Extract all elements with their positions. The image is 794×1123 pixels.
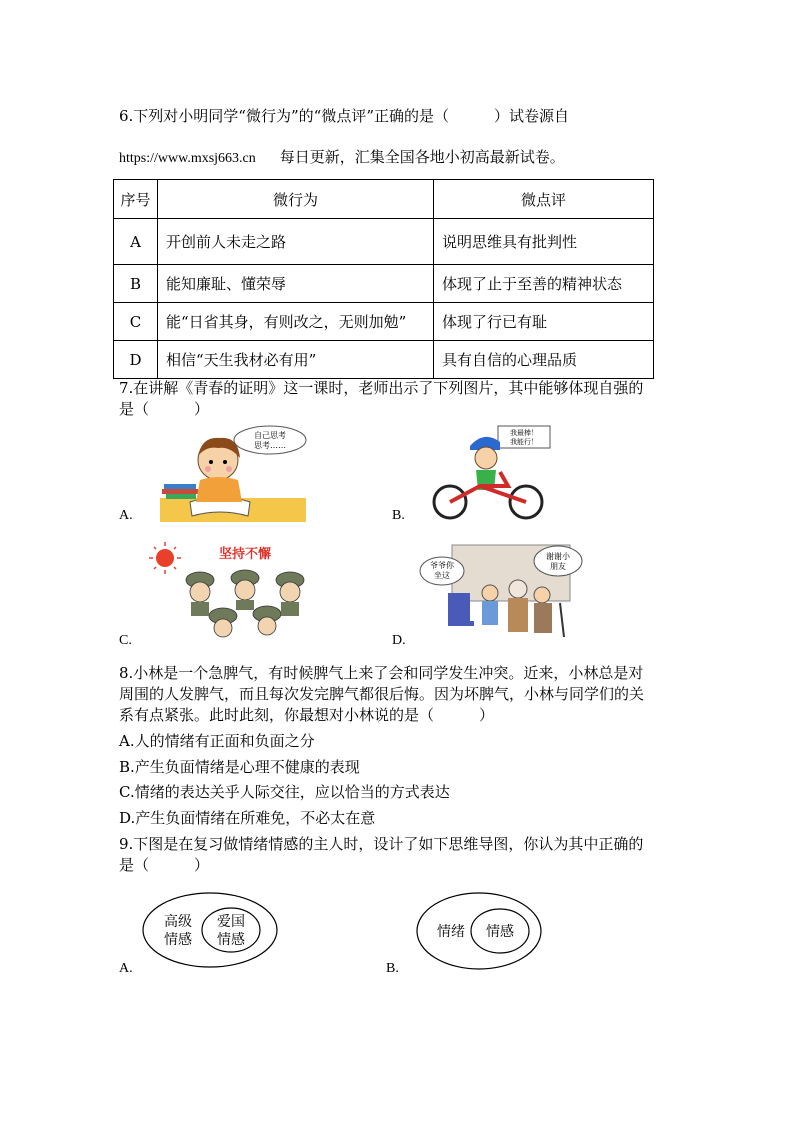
q9-option-b-label: B. [386, 961, 399, 976]
table-cell: D [114, 341, 158, 379]
q7-option-d-label: D. [392, 633, 406, 648]
table-cell: A [114, 219, 158, 265]
q8-stem-line3: 系有点紧张。此时此刻，你最想对小林说的是（ ） [119, 706, 495, 724]
q9-a-inner-label: 爱国 [217, 914, 245, 930]
table-cell: 相信“天生我材必有用” [158, 341, 434, 379]
q7-image-d-bus-seat [418, 543, 590, 639]
q7-option-c-label: C. [119, 633, 132, 648]
q8-stem-line2: 周围的人发脾气，而且每次发完脾气都很后悔。因为坏脾气，小林与同学们的关 [119, 685, 645, 703]
q8-option-d[interactable]: D.产生负面情绪在所难免，不必太在意 [119, 809, 376, 827]
q7-image-c-soldiers [145, 540, 325, 640]
header-cell: 微行为 [158, 180, 434, 219]
q7-stem-line1: 7.在讲解《青春的证明》这一课时，老师出示了下列图片，其中能够体现自强的 [119, 379, 644, 397]
q6-stem-suffix: 每日更新，汇集全国各地小初高最新试卷。 [279, 148, 565, 166]
q9-a-outer-ellipse [143, 893, 277, 967]
table-cell: 能“日省其身，有则改之，无则加勉” [158, 303, 434, 341]
q6-table [113, 179, 654, 379]
q9-option-a-label: A. [119, 961, 133, 976]
q7-b-bubble-text: 我最棒！ [510, 429, 538, 437]
q7-a-bubble-text: 思考…… [254, 441, 286, 450]
q9-b-inner-label: 情感 [486, 924, 514, 940]
q7-option-a-label: A. [119, 508, 133, 523]
q9-a-outer-label: 情感 [164, 932, 192, 948]
q9-a-outer-label: 高级 [164, 914, 192, 930]
table-cell: 体现了行已有耻 [434, 303, 654, 341]
q7-c-title: 坚持不懈 [218, 547, 272, 562]
q7-d-bubble-left-text: 坐这 [434, 571, 450, 580]
header-cell: 微点评 [434, 180, 654, 219]
q8-option-a[interactable]: A.人的情绪有正面和负面之分 [119, 732, 315, 750]
q7-stem-line2: 是（ ） [119, 400, 210, 418]
q8-option-c[interactable]: C.情绪的表达关乎人际交往，应以恰当的方式表达 [119, 783, 450, 801]
q9-b-outer-label: 情绪 [437, 924, 465, 940]
q7-d-bubble-right-text: 朋友 [550, 562, 566, 571]
table-cell: B [114, 265, 158, 303]
q7-b-bubble-text: 我能行！ [510, 438, 538, 446]
table-cell: 开创前人未走之路 [158, 219, 434, 265]
table-row [114, 341, 654, 379]
q6-stem: 6.下列对小明同学“微行为”的“微点评”正确的是（ ）试卷源自 [119, 107, 569, 125]
table-row [114, 303, 654, 341]
q9-diagram-b [414, 890, 546, 972]
q7-image-a-thinking-boy [150, 424, 310, 524]
table-cell: 能知廉耻、懂荣辱 [158, 265, 434, 303]
table-cell: 说明思维具有批判性 [434, 219, 654, 265]
q7-a-bubble-text: 自己思考 [254, 431, 286, 440]
header-cell: 序号 [114, 180, 158, 219]
q9-stem-line2: 是（ ） [119, 856, 210, 874]
q8-stem-line1: 8.小林是一个急脾气，有时候脾气上来了会和同学发生冲突。近来，小林总是对 [119, 664, 644, 682]
q6-url[interactable]: https://www.mxsj663.cn [119, 151, 256, 166]
q7-image-b-cyclist [430, 424, 570, 522]
table-cell: 体现了止于至善的精神状态 [434, 265, 654, 303]
q9-stem-line1: 9.下图是在复习做情绪情感的主人时，设计了如下思维导图，你认为其中正确的 [119, 835, 644, 853]
table-cell: 具有自信的心理品质 [434, 341, 654, 379]
table-header-row [114, 180, 654, 219]
table-row [114, 219, 654, 265]
q6-stem-line2 [119, 147, 565, 169]
q7-d-bubble-left-text: 爷爷你 [430, 561, 454, 570]
table-cell: C [114, 303, 158, 341]
q8-option-b[interactable]: B.产生负面情绪是心理不健康的表现 [119, 758, 360, 776]
q9-a-inner-label: 情感 [217, 932, 245, 948]
table-row [114, 265, 654, 303]
q7-option-b-label: B. [392, 508, 405, 523]
q9-b-outer-ellipse [417, 893, 541, 969]
q7-d-bubble-right-text: 谢谢小 [546, 552, 570, 561]
q9-diagram-a [140, 890, 280, 970]
